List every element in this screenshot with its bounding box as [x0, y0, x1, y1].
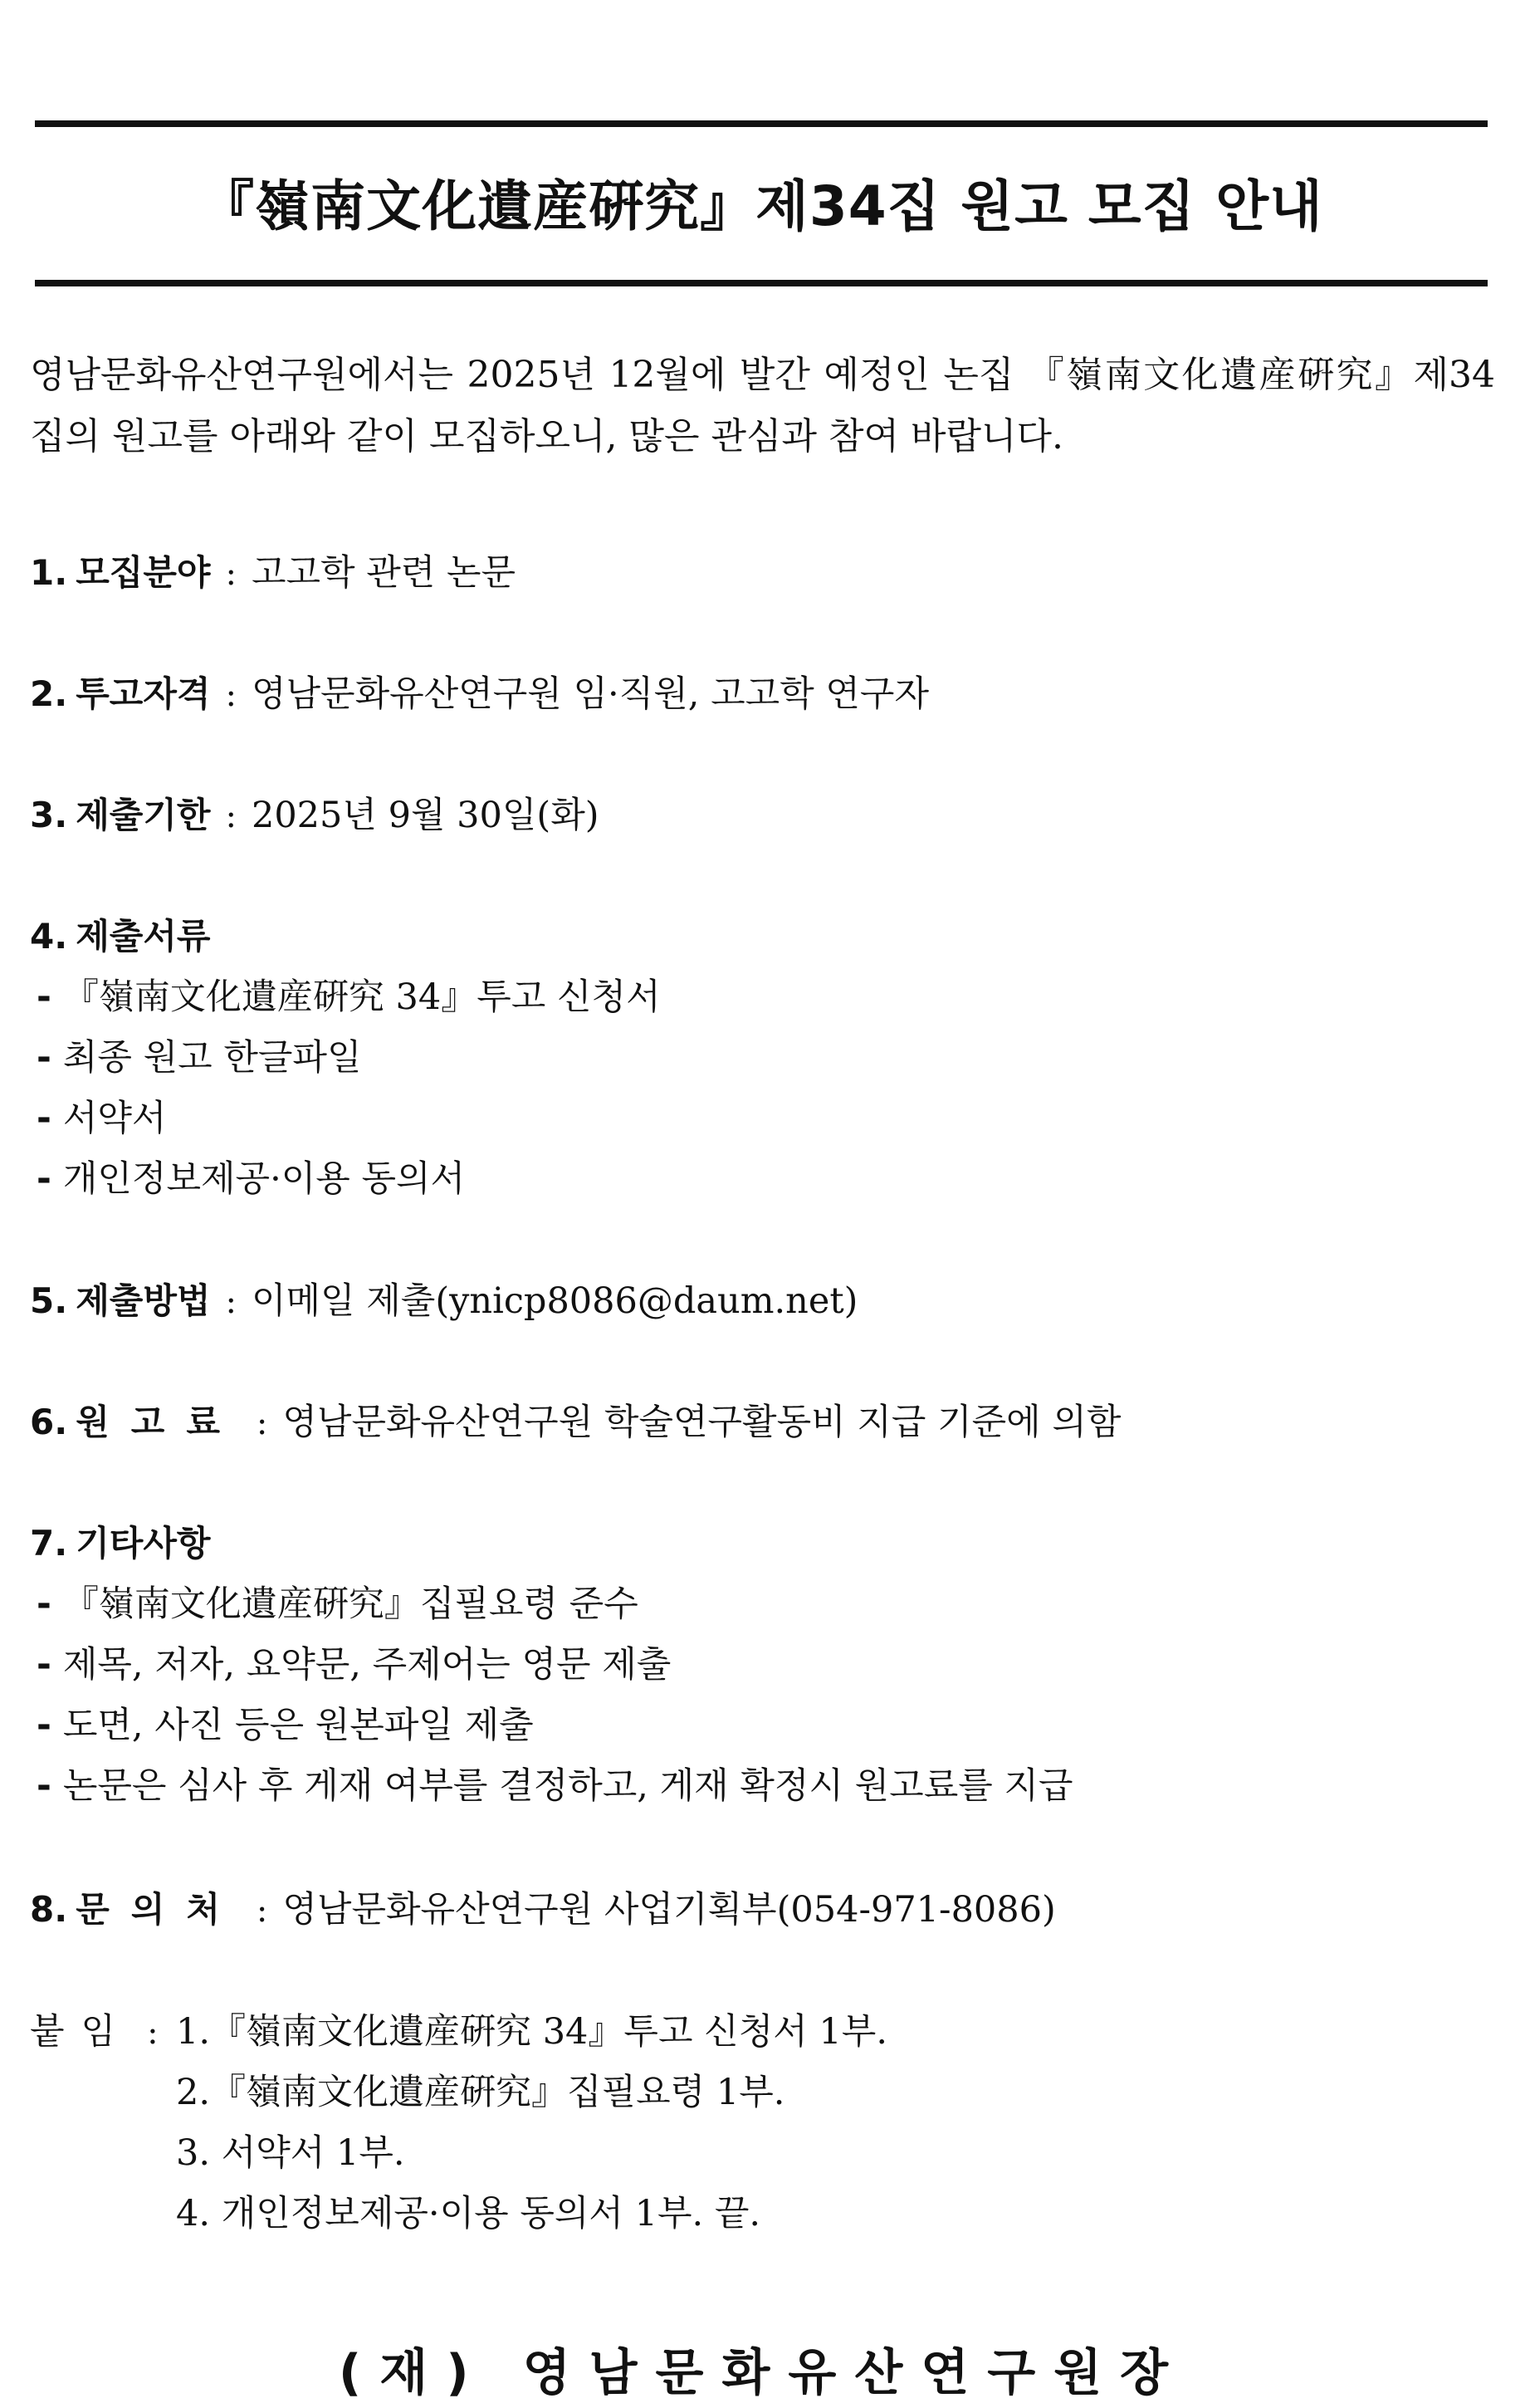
section-number: 4.	[30, 916, 68, 957]
list-item: - 최종 원고 한글파일	[37, 1037, 362, 1079]
section-4-list	[37, 967, 661, 1210]
list-item: - 『嶺南文化遺産硏究 34』투고 신청서	[37, 976, 661, 1018]
intro-paragraph: 영남문화유산연구원에서는 2025년 12월에 발간 예정인 논집 『嶺南文化遺産硏究』제34집의 원고를 아래와 같이 모집하오니, 많은 관심과 참여 바랍니다.	[30, 354, 1495, 458]
bullet-marker: -	[37, 976, 51, 1018]
bullet-marker: -	[37, 1644, 51, 1686]
bullet-marker: -	[37, 1098, 51, 1139]
attachments-label-row	[30, 2007, 174, 2058]
colon: :	[225, 555, 237, 593]
section-heading: 원고료	[76, 1402, 242, 1442]
section-number: 7.	[30, 1523, 68, 1564]
section-value: 영남문화유산연구원 사업기획부(054-971-8086)	[282, 1889, 1056, 1931]
list-item: - 『嶺南文化遺産硏究』집필요령 준수	[37, 1583, 638, 1625]
section-number: 1.	[30, 552, 68, 593]
section-number: 3.	[30, 795, 68, 835]
title-top-rule	[35, 120, 1488, 127]
section-7-list	[37, 1574, 1073, 1817]
bullet-marker: -	[37, 1705, 51, 1746]
bullet-marker: -	[37, 1037, 51, 1079]
section-number: 2.	[30, 673, 68, 714]
colon: :	[225, 797, 237, 835]
section-6	[30, 1397, 1121, 1448]
bullet-marker: -	[37, 1583, 51, 1625]
section-7	[30, 1519, 210, 1569]
section-heading: 문의처	[76, 1889, 242, 1930]
section-number: 8.	[30, 1889, 68, 1930]
bullet-marker: -	[37, 1158, 51, 1200]
colon: :	[256, 1404, 268, 1442]
section-4	[30, 912, 210, 962]
list-item: - 도면, 사진 등은 원본파일 제출	[37, 1705, 534, 1746]
attachment-item: 3. 서약서 1부.	[176, 2132, 405, 2174]
section-number: 5.	[30, 1280, 68, 1321]
title-bottom-rule	[35, 280, 1488, 286]
attachments-label: 붙임	[30, 2011, 133, 2053]
attachment-item: 1.『嶺南文化遺産硏究 34』투고 신청서 1부.	[176, 2011, 888, 2053]
colon: :	[256, 1892, 268, 1930]
list-item: - 서약서	[37, 1098, 167, 1139]
list-item: - 제목, 저자, 요약문, 주제어는 영문 제출	[37, 1644, 672, 1686]
section-number: 6.	[30, 1402, 68, 1442]
section-value: 영남문화유산연구원 임·직원, 고고학 연구자	[251, 673, 929, 715]
section-heading: 투고자격	[76, 673, 211, 714]
section-heading: 제출기한	[76, 795, 211, 835]
colon: :	[225, 676, 237, 714]
section-heading: 제출서류	[76, 916, 211, 957]
section-heading: 기타사항	[76, 1523, 211, 1564]
document-title: 『嶺南文化遺産硏究』제34집 원고 모집 안내	[199, 174, 1323, 238]
section-value: 이메일 제출(ynicp8086@daum.net)	[251, 1280, 858, 1322]
section-heading: 모집분야	[76, 552, 211, 593]
list-item: - 개인정보제공·이용 동의서	[37, 1158, 466, 1200]
list-item: - 논문은 심사 후 게재 여부를 결정하고, 게재 확정시 원고료를 지급	[37, 1765, 1073, 1807]
colon: :	[225, 1283, 237, 1321]
colon: :	[147, 2014, 159, 2052]
bullet-marker: -	[37, 1765, 51, 1807]
section-value: 영남문화유산연구원 학술연구활동비 지급 기준에 의함	[282, 1402, 1122, 1443]
attachment-item: 4. 개인정보제공·이용 동의서 1부. 끝.	[176, 2193, 761, 2234]
section-5	[30, 1276, 858, 1327]
section-value: 2025년 9월 30일(화)	[251, 795, 599, 836]
attachment-item: 2.『嶺南文化遺産硏究』집필요령 1부.	[176, 2072, 785, 2113]
section-3	[30, 790, 599, 841]
issuer-signature: (재) 영남문화유산연구원장	[338, 2344, 1187, 2402]
section-2	[30, 669, 929, 720]
section-8	[30, 1885, 1056, 1936]
section-1	[30, 548, 516, 599]
section-heading: 제출방법	[76, 1280, 211, 1321]
section-value: 고고학 관련 논문	[251, 552, 516, 594]
